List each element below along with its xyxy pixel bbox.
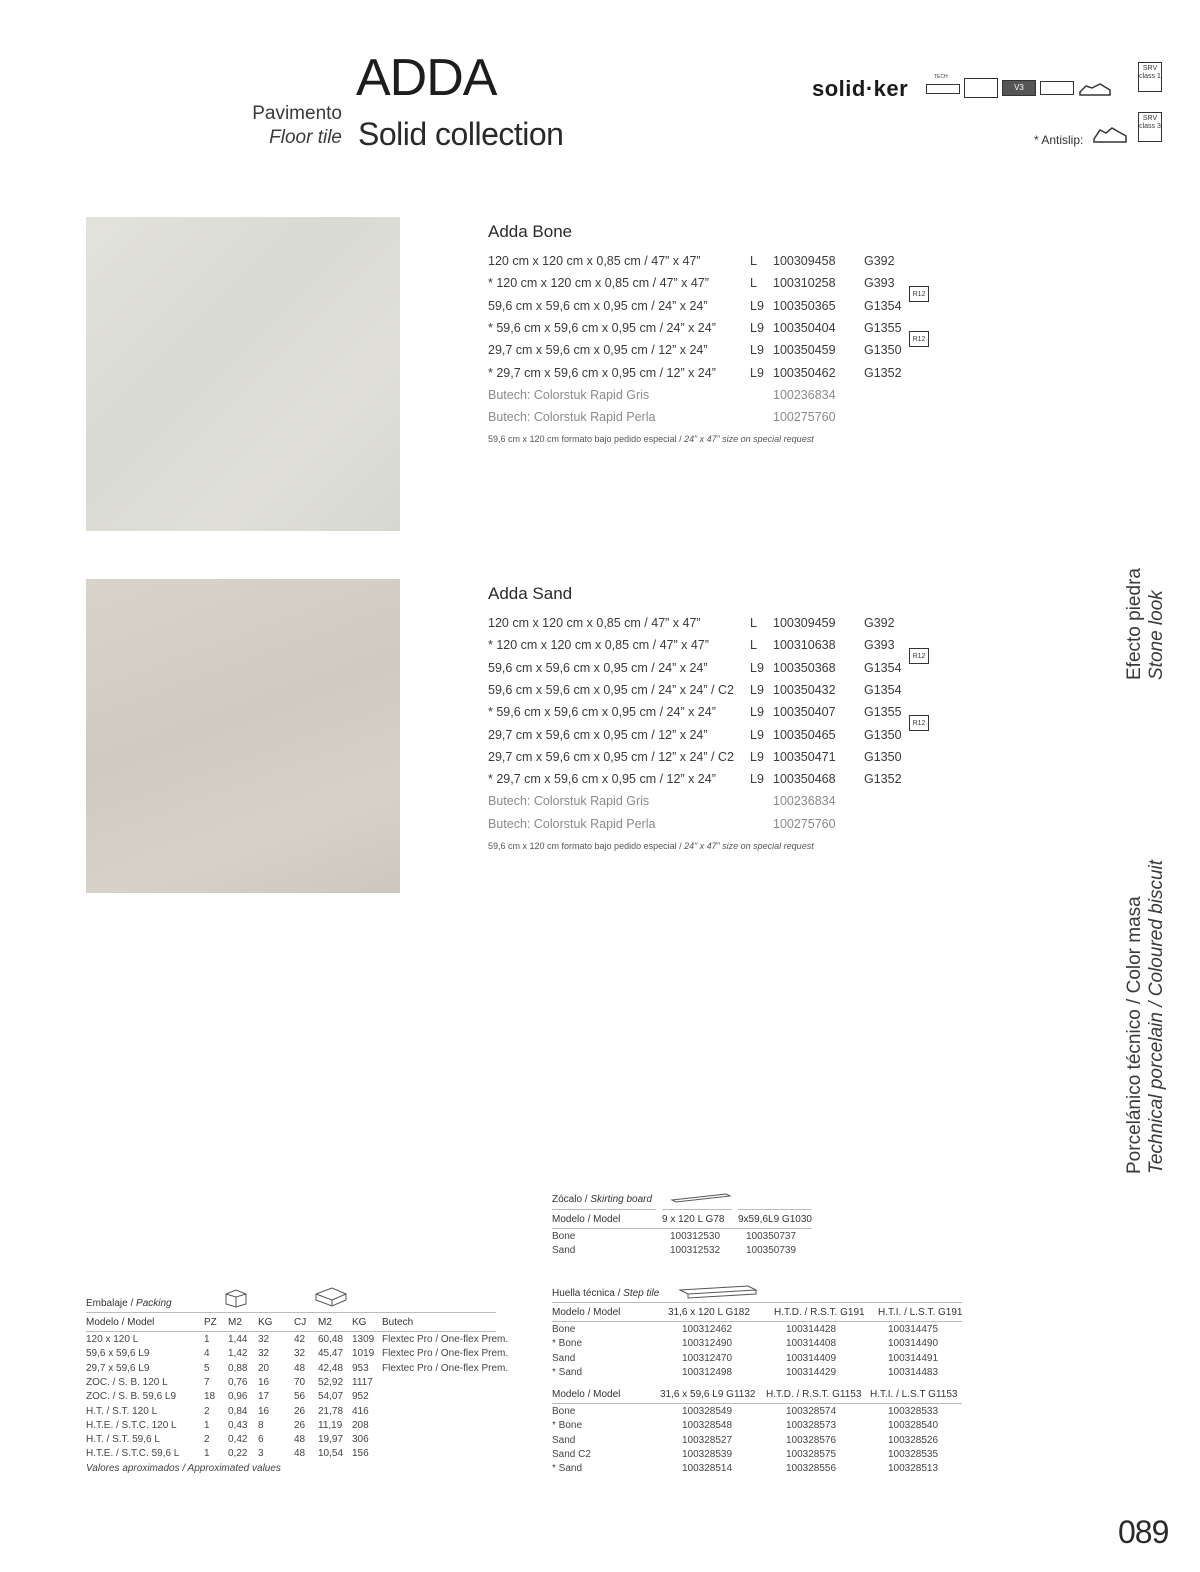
r12-badge: R12 bbox=[909, 715, 929, 731]
adda-sand-swatch bbox=[86, 579, 400, 893]
note-en: 24” x 47” size on special request bbox=[684, 434, 814, 445]
packing-cell: 1117 bbox=[352, 1376, 373, 1388]
r12-badge: R12 bbox=[909, 648, 929, 664]
butech-code: 100236834 bbox=[773, 794, 836, 809]
step-cell: 100312462 bbox=[682, 1324, 733, 1335]
butech-row bbox=[488, 813, 908, 835]
row-desc: 120 cm x 120 cm x 0,85 cm / 47” x 47” bbox=[488, 254, 701, 268]
packing-cell: 29,7 x 59,6 L9 bbox=[86, 1362, 150, 1374]
row-code: 100350462 bbox=[773, 365, 836, 380]
step-cell: 100328535 bbox=[888, 1448, 939, 1460]
step-cell: 100328526 bbox=[888, 1434, 939, 1446]
step-cell: 100328539 bbox=[682, 1448, 733, 1460]
category-es: Pavimento bbox=[252, 103, 342, 124]
skirting-cell: 100312530 bbox=[670, 1231, 721, 1242]
step-cell: * Bone bbox=[552, 1420, 583, 1432]
packing-cell: 1309 bbox=[352, 1334, 375, 1345]
row-edge: L9 bbox=[750, 705, 764, 720]
row-desc: 59,6 cm x 59,6 cm x 0,95 cm / 24” x 24” / C2 bbox=[488, 682, 734, 697]
row-edge: L9 bbox=[750, 772, 764, 787]
step-header: Modelo / Model bbox=[552, 1389, 621, 1400]
packing-header: Butech bbox=[382, 1317, 414, 1328]
row-code: 100350465 bbox=[773, 727, 836, 742]
packing-cell: 45,47 bbox=[318, 1348, 344, 1360]
step-cell: 100328549 bbox=[682, 1406, 733, 1417]
packing-cell: 21,78 bbox=[318, 1405, 344, 1417]
butech-desc: Butech: Colorstuk Rapid Gris bbox=[488, 387, 650, 402]
packing-cell: 52,92 bbox=[318, 1376, 344, 1388]
step-cell: 100314408 bbox=[786, 1338, 837, 1350]
row-desc: 59,6 cm x 59,6 cm x 0,95 cm / 24” x 24” bbox=[488, 298, 708, 313]
row-desc: 29,7 cm x 59,6 cm x 0,95 cm / 12” x 24” / C2 bbox=[488, 749, 734, 764]
skirting-title: Zócalo / Skirting board bbox=[552, 1194, 653, 1205]
format-icon bbox=[964, 78, 998, 98]
packing-header: KG bbox=[352, 1317, 367, 1328]
box-icon bbox=[222, 1286, 250, 1308]
skirting-cell: 100350737 bbox=[746, 1231, 797, 1242]
step-cell: Bone bbox=[552, 1406, 576, 1417]
packing-cell: 1,42 bbox=[228, 1348, 248, 1360]
packing-cell: 952 bbox=[352, 1391, 369, 1403]
row-desc: * 120 cm x 120 cm x 0,85 cm / 47” x 47” bbox=[488, 276, 709, 291]
product-row bbox=[488, 768, 908, 790]
category-label bbox=[252, 102, 342, 150]
packing-cell: 26 bbox=[294, 1405, 306, 1417]
packing-header: M2 bbox=[318, 1317, 332, 1328]
row-ref: G1350 bbox=[864, 343, 902, 358]
packing-cell: H.T.E. / S.T.C. 120 L bbox=[86, 1419, 177, 1431]
row-edge: L bbox=[750, 638, 757, 653]
packing-cell: 0,42 bbox=[228, 1434, 248, 1446]
step-icon bbox=[678, 1282, 758, 1302]
packing-cell: 11,19 bbox=[318, 1419, 343, 1431]
row-code: 100350468 bbox=[773, 772, 836, 787]
packing-cell: 2 bbox=[204, 1434, 210, 1446]
material-label: Porcelánico técnico / Color masa Technical porcelain / Coloured biscuit bbox=[1124, 859, 1167, 1174]
packing-cell: 120 x 120 L bbox=[86, 1334, 139, 1345]
packing-cell: 48 bbox=[294, 1362, 306, 1374]
step-cell: 100312498 bbox=[682, 1366, 733, 1378]
pallet-icon bbox=[312, 1284, 350, 1308]
look-label: Efecto piedra Stone look bbox=[1124, 568, 1167, 680]
step-cell: 100328514 bbox=[682, 1463, 733, 1475]
product-row bbox=[488, 701, 908, 723]
packing-cell: 1 bbox=[204, 1419, 210, 1431]
row-code: 100309458 bbox=[773, 254, 836, 268]
step-cell: 100328573 bbox=[786, 1420, 837, 1432]
skirting-icon bbox=[670, 1188, 732, 1204]
row-desc: * 29,7 cm x 59,6 cm x 0,95 cm / 12” x 24” bbox=[488, 772, 716, 787]
packing-cell: 7 bbox=[204, 1376, 210, 1388]
product-row bbox=[488, 657, 908, 679]
step-cell: 100314429 bbox=[786, 1366, 837, 1378]
butech-code: 100275760 bbox=[773, 410, 836, 425]
note-es: 59,6 cm x 120 cm formato bajo pedido especial / bbox=[488, 841, 682, 851]
product-row bbox=[488, 679, 908, 701]
packing-cell: 18 bbox=[204, 1391, 216, 1403]
packing-cell: ZOC. / S. B. 59,6 L9 bbox=[86, 1391, 177, 1403]
step-cell: 100328556 bbox=[786, 1463, 837, 1475]
step-cell: * Sand bbox=[552, 1463, 583, 1475]
row-code: 100350432 bbox=[773, 682, 836, 697]
step-cell: 100312470 bbox=[682, 1352, 733, 1364]
row-code: 100350459 bbox=[773, 343, 836, 358]
packing-cell: 32 bbox=[258, 1334, 270, 1345]
packing-cell: 48 bbox=[294, 1434, 306, 1446]
step-header: H.T.I. / L.S.T. G191 bbox=[878, 1307, 963, 1318]
packing-cell: 42,48 bbox=[318, 1362, 344, 1374]
packing-cell: 4 bbox=[204, 1348, 210, 1360]
divider bbox=[552, 1321, 962, 1322]
row-code: 100350368 bbox=[773, 660, 836, 675]
packing-cell: 0,88 bbox=[228, 1362, 248, 1374]
row-edge: L bbox=[750, 616, 757, 630]
row-desc: * 59,6 cm x 59,6 cm x 0,95 cm / 24” x 24” bbox=[488, 705, 716, 720]
adda-bone-swatch bbox=[86, 217, 400, 531]
packing-cell: 208 bbox=[352, 1419, 369, 1431]
product-row bbox=[488, 746, 908, 768]
tech-icon: TECH bbox=[926, 78, 960, 98]
row-ref: G393 bbox=[864, 638, 895, 653]
packing-cell: 1 bbox=[204, 1448, 210, 1460]
row-edge: L9 bbox=[750, 749, 764, 764]
row-edge: L9 bbox=[750, 298, 764, 313]
packing-header: Modelo / Model bbox=[86, 1317, 155, 1328]
antislip-shoe-icon bbox=[1092, 124, 1128, 146]
step-header: 31,6 x 120 L G182 bbox=[668, 1307, 750, 1318]
packing-cell: Flextec Pro / One-flex Prem. bbox=[382, 1334, 509, 1345]
step-cell: 100328574 bbox=[786, 1406, 837, 1417]
row-edge: L9 bbox=[750, 343, 764, 358]
product-row bbox=[488, 295, 908, 317]
step-cell: 100328575 bbox=[786, 1448, 837, 1460]
packing-cell: 17 bbox=[258, 1391, 270, 1403]
size-note bbox=[488, 434, 814, 444]
row-ref: G392 bbox=[864, 254, 895, 268]
packing-cell: 59,6 x 59,6 L9 bbox=[86, 1348, 150, 1360]
butech-code: 100236834 bbox=[773, 387, 836, 402]
packing-cell: 54,07 bbox=[318, 1391, 344, 1403]
packing-cell: 48 bbox=[294, 1448, 306, 1460]
divider bbox=[552, 1228, 812, 1229]
packing-cell: 3 bbox=[258, 1448, 264, 1460]
product-title-sand: Adda Sand bbox=[488, 584, 573, 603]
step-cell: 100314428 bbox=[786, 1324, 837, 1335]
step-title: Huella técnica / Step tile bbox=[552, 1288, 660, 1299]
row-edge: L9 bbox=[750, 320, 764, 335]
row-edge: L9 bbox=[750, 365, 764, 380]
product-row bbox=[488, 272, 908, 294]
row-ref: G1350 bbox=[864, 749, 902, 764]
packing-cell: 2 bbox=[204, 1405, 210, 1417]
divider bbox=[552, 1209, 656, 1210]
row-code: 100350365 bbox=[773, 298, 836, 313]
skirting-cell: Sand bbox=[552, 1245, 576, 1256]
butech-row bbox=[488, 790, 908, 812]
row-desc: * 29,7 cm x 59,6 cm x 0,95 cm / 12” x 24” bbox=[488, 365, 716, 380]
step-header: H.T.I. / L.S.T G1153 bbox=[870, 1389, 958, 1400]
butech-row bbox=[488, 384, 908, 406]
row-ref: G1355 bbox=[864, 705, 902, 720]
row-ref: G1354 bbox=[864, 682, 902, 697]
packing-cell: 6 bbox=[258, 1434, 264, 1446]
r12-badge: R12 bbox=[909, 331, 929, 347]
butech-code: 100275760 bbox=[773, 816, 836, 831]
step-cell: 100328576 bbox=[786, 1434, 837, 1446]
row-ref: G1354 bbox=[864, 660, 902, 675]
packing-cell: Flextec Pro / One-flex Prem. bbox=[382, 1362, 509, 1374]
row-code: 100309459 bbox=[773, 616, 836, 630]
product-row bbox=[488, 724, 908, 746]
row-ref: G1352 bbox=[864, 365, 902, 380]
step-cell: * Bone bbox=[552, 1338, 583, 1350]
row-edge: L9 bbox=[750, 727, 764, 742]
row-code: 100310638 bbox=[773, 638, 836, 653]
packing-cell: 32 bbox=[294, 1348, 306, 1360]
skirting-cell: Bone bbox=[552, 1231, 576, 1242]
srv-class-3-badge: SRV class 3 bbox=[1138, 112, 1162, 142]
packing-header: CJ bbox=[294, 1317, 307, 1328]
row-desc: 29,7 cm x 59,6 cm x 0,95 cm / 12” x 24” bbox=[488, 343, 708, 358]
skirting-cell: 100350739 bbox=[746, 1245, 797, 1256]
step-header: 31,6 x 59,6 L9 G1132 bbox=[660, 1389, 756, 1400]
product-row bbox=[488, 317, 908, 339]
row-desc: * 120 cm x 120 cm x 0,85 cm / 47” x 47” bbox=[488, 638, 709, 653]
step-cell: 100314409 bbox=[786, 1352, 837, 1364]
packing-cell: 306 bbox=[352, 1434, 369, 1446]
product-row bbox=[488, 339, 908, 361]
page-number: 089 bbox=[1118, 1514, 1169, 1550]
row-code: 100350407 bbox=[773, 705, 836, 720]
product-title-bone: Adda Bone bbox=[488, 222, 573, 241]
row-desc: * 59,6 cm x 59,6 cm x 0,95 cm / 24” x 24” bbox=[488, 320, 716, 335]
step-cell: 100312490 bbox=[682, 1338, 733, 1350]
row-desc: 29,7 cm x 59,6 cm x 0,95 cm / 12” x 24” bbox=[488, 727, 708, 742]
category-en: Floor tile bbox=[269, 127, 342, 148]
packing-cell: 10,54 bbox=[318, 1448, 344, 1460]
row-ref: G1355 bbox=[864, 320, 902, 335]
packing-cell: Flextec Pro / One-flex Prem. bbox=[382, 1348, 509, 1360]
packing-cell: 42 bbox=[294, 1334, 306, 1345]
row-ref: G393 bbox=[864, 276, 895, 291]
r12-badge: R12 bbox=[909, 286, 929, 302]
row-code: 100350471 bbox=[773, 749, 836, 764]
packing-cell: 8 bbox=[258, 1419, 264, 1431]
packing-cell: 0,43 bbox=[228, 1419, 248, 1431]
size-note bbox=[488, 841, 814, 851]
step-cell: 100314491 bbox=[888, 1352, 939, 1364]
packing-cell: 416 bbox=[352, 1405, 369, 1417]
antislip-label: * Antislip: bbox=[1034, 133, 1084, 147]
packing-cell: ZOC. / S. B. 120 L bbox=[86, 1376, 168, 1388]
shoe-icon bbox=[1078, 78, 1112, 98]
butech-desc: Butech: Colorstuk Rapid Perla bbox=[488, 816, 656, 831]
step-cell: 100328540 bbox=[888, 1420, 939, 1432]
step-cell: 100314483 bbox=[888, 1366, 939, 1378]
row-ref: G1354 bbox=[864, 298, 902, 313]
packing-cell: 5 bbox=[204, 1362, 210, 1374]
product-row bbox=[488, 362, 908, 384]
step-cell: 100328548 bbox=[682, 1420, 733, 1432]
divider bbox=[86, 1331, 496, 1332]
step-header: H.T.D. / R.S.T. G191 bbox=[774, 1307, 865, 1318]
packing-cell: 0,22 bbox=[228, 1448, 248, 1460]
step-cell: Sand bbox=[552, 1352, 576, 1364]
product-row bbox=[488, 634, 908, 656]
row-edge: L bbox=[750, 276, 757, 291]
packing-cell: 0,96 bbox=[228, 1391, 248, 1403]
packing-cell: 60,48 bbox=[318, 1334, 344, 1345]
row-code: 100350404 bbox=[773, 320, 836, 335]
row-ref: G1352 bbox=[864, 772, 902, 787]
step-cell: 100328533 bbox=[888, 1406, 939, 1417]
butech-desc: Butech: Colorstuk Rapid Perla bbox=[488, 410, 656, 425]
packing-title: Embalaje / Packing bbox=[86, 1298, 172, 1309]
step-cell: 100314475 bbox=[888, 1324, 939, 1335]
divider bbox=[552, 1403, 962, 1404]
packing-cell: 0,84 bbox=[228, 1405, 248, 1417]
packing-cell: 0,76 bbox=[228, 1376, 248, 1388]
packing-header: M2 bbox=[228, 1317, 242, 1328]
row-ref: G392 bbox=[864, 616, 895, 630]
collection-subtitle: Solid collection bbox=[358, 116, 564, 152]
packing-cell: H.T.E. / S.T.C. 59,6 L bbox=[86, 1448, 180, 1460]
packing-cell: 16 bbox=[258, 1376, 270, 1388]
packing-cell: 1 bbox=[204, 1334, 210, 1345]
collection-title: ADDA bbox=[356, 49, 497, 107]
packing-cell: 1,44 bbox=[228, 1334, 248, 1345]
packing-cell: H.T. / S.T. 120 L bbox=[86, 1405, 158, 1417]
brand-logo: solid·ker bbox=[812, 76, 909, 101]
row-desc: 120 cm x 120 cm x 0,85 cm / 47” x 47” bbox=[488, 616, 701, 630]
skirting-cell: 100312532 bbox=[670, 1245, 721, 1256]
packing-header: PZ bbox=[204, 1317, 217, 1328]
row-edge: L9 bbox=[750, 660, 764, 675]
step-header: H.T.D. / R.S.T. G1153 bbox=[766, 1389, 862, 1400]
packing-cell: 19,97 bbox=[318, 1434, 344, 1446]
packing-cell: H.T. / S.T. 59,6 L bbox=[86, 1434, 160, 1446]
packing-cell: 16 bbox=[258, 1405, 270, 1417]
butech-desc: Butech: Colorstuk Rapid Gris bbox=[488, 794, 650, 809]
skirting-header: Modelo / Model bbox=[552, 1214, 621, 1225]
skirting-header: 9x59,6L9 G1030 bbox=[738, 1214, 812, 1225]
step-cell: Bone bbox=[552, 1324, 576, 1335]
thickness-icon bbox=[1040, 81, 1074, 95]
divider bbox=[86, 1312, 496, 1313]
note-en: 24” x 47” size on special request bbox=[684, 841, 814, 851]
packing-cell: 26 bbox=[294, 1419, 306, 1431]
spec-icons bbox=[926, 74, 1112, 98]
product-row bbox=[488, 250, 908, 272]
row-edge: L bbox=[750, 254, 757, 268]
step-header: Modelo / Model bbox=[552, 1307, 621, 1318]
srv-class-1-badge: SRV class 1 bbox=[1138, 62, 1162, 92]
packing-cell: 1019 bbox=[352, 1348, 375, 1360]
row-desc: 59,6 cm x 59,6 cm x 0,95 cm / 24” x 24” bbox=[488, 660, 708, 675]
step-cell: 100328527 bbox=[682, 1434, 733, 1446]
v3-icon: V3 bbox=[1002, 80, 1036, 96]
packing-cell: 70 bbox=[294, 1376, 306, 1388]
product-row bbox=[488, 612, 908, 634]
step-cell: Sand bbox=[552, 1434, 576, 1446]
divider bbox=[552, 1302, 962, 1303]
packing-cell: 156 bbox=[352, 1448, 369, 1460]
packing-header: KG bbox=[258, 1317, 273, 1328]
row-edge: L9 bbox=[750, 682, 764, 697]
skirting-header: 9 x 120 L G78 bbox=[662, 1214, 725, 1225]
packing-cell: 32 bbox=[258, 1348, 270, 1360]
packing-cell: 20 bbox=[258, 1362, 270, 1374]
step-cell: Sand C2 bbox=[552, 1448, 591, 1460]
divider bbox=[662, 1209, 732, 1210]
note-es: 59,6 cm x 120 cm formato bajo pedido especial / bbox=[488, 434, 682, 445]
row-code: 100310258 bbox=[773, 276, 836, 291]
row-ref: G1350 bbox=[864, 727, 902, 742]
step-cell: 100314490 bbox=[888, 1338, 939, 1350]
butech-row bbox=[488, 406, 908, 428]
packing-cell: 953 bbox=[352, 1362, 369, 1374]
step-cell: 100328513 bbox=[888, 1463, 939, 1475]
step-cell: * Sand bbox=[552, 1366, 583, 1378]
packing-cell: 56 bbox=[294, 1391, 306, 1403]
divider bbox=[738, 1209, 812, 1210]
packing-footnote: Valores aproximados / Approximated values bbox=[86, 1463, 281, 1474]
